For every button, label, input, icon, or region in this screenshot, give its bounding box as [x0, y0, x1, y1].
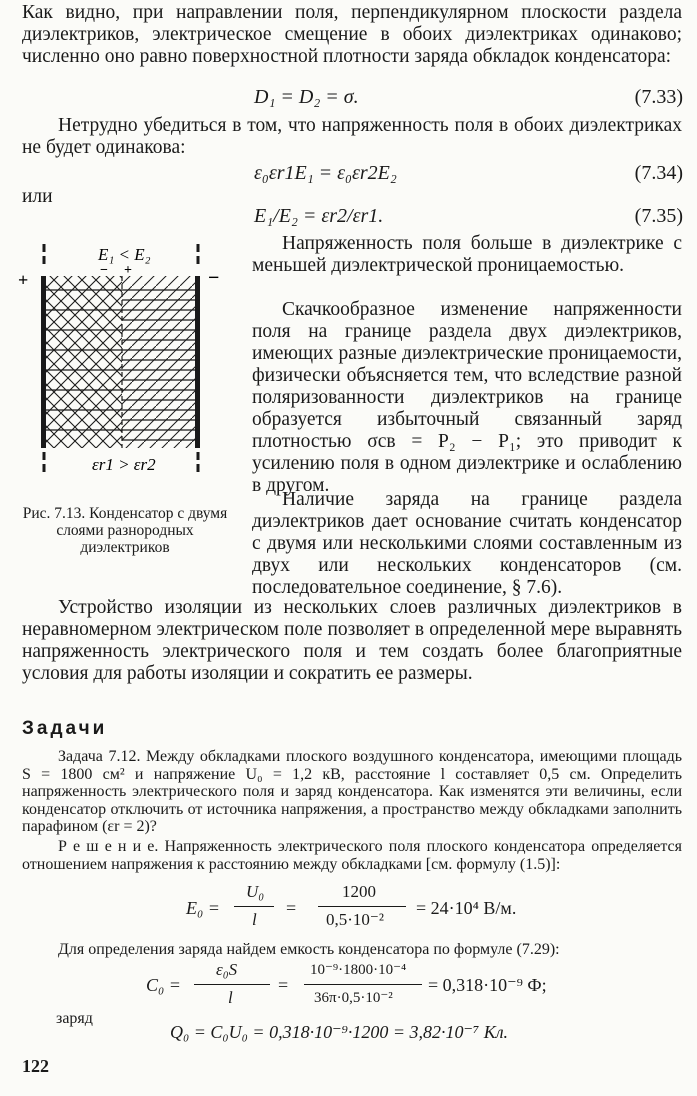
formula-e0-bar2 — [318, 906, 406, 907]
page-number: 122 — [22, 1056, 49, 1076]
equation-7-33: D₁ = D₂ = σ. — [254, 86, 359, 108]
capacitor-figure — [12, 238, 232, 483]
equation-number-7-34: (7.34) — [634, 162, 683, 184]
right-plate — [195, 244, 200, 474]
word-or: или — [22, 186, 53, 207]
formula-c0-den2: 36π·0,5·10⁻² — [314, 990, 393, 1006]
paragraph-field-stronger: Напряженность поля больше в диэлектрике с меньшей диэлектрической проницаемостью. — [252, 233, 682, 276]
formula-c0-den1: l — [228, 988, 233, 1007]
word-charge: заряд — [56, 1010, 93, 1027]
formula-e0-num1: U₀ — [246, 882, 265, 901]
paragraph-layers: Наличие заряда на границе раздела диэлектриков дает основание считать конденсатор с двумя или несколькими слоями составленным из двух или нескольких конденсаторов (см. последовательное соединение, § 7.6). — [252, 489, 682, 598]
charge-text: Для определения заряда найдем емкость конденсатора по формуле (7.29): — [58, 941, 560, 958]
formula-e0-result: = 24·10⁴ В/м. — [416, 898, 517, 918]
formula-c0-num1: ε₀S — [216, 960, 238, 979]
formula-c0-lhs: C₀ = — [146, 975, 181, 995]
formula-e0-lhs: E₀ = — [186, 898, 220, 918]
formula-e0-eq: = — [286, 898, 297, 918]
formula-e0-den2: 0,5·10⁻² — [326, 910, 384, 929]
left-plate — [41, 244, 46, 474]
intro-paragraph: Как видно, при направлении поля, перпендикулярном плоскости раздела диэлектриков, электрическое смещение в обоих диэлектриках одинаково; численно оно равно поверхностной плотности заряда обкладок конденсатора: — [22, 2, 682, 67]
formula-c0-bar1 — [194, 984, 270, 985]
heading-tasks: Задачи — [22, 718, 108, 739]
formula-c0-bar2 — [304, 984, 422, 985]
formula-c0-eq: = — [278, 975, 289, 995]
dielectric-layer-2 — [122, 276, 195, 448]
formula-c0-result: = 0,318·10⁻⁹ Ф; — [428, 975, 547, 995]
solution-text: Р е ш е н и е. Напряженность электрического поля плоского конденсатора определяется отношением напряжения к расстоянию между обкладками [см. формулу (1.5)]: — [22, 838, 682, 873]
paragraph-jump-change: Скачкообразное изменение напряженности поля на границе раздела двух диэлектриков, имеющих разные диэлектрические проницаемости, физически объясняется тем, что вследствие разной поляризованности диэлектриков на границе образуется избыточный связанный заряд плотностью σсв = P₂ − P₁; это приводит к усилению поля в одном диэлектрике и ослаблению в другом. — [252, 299, 682, 496]
figure-bottom-label: εr1 > εr2 — [92, 455, 156, 474]
equation-number-7-35: (7.35) — [634, 205, 683, 227]
paragraph-insulation: Устройство изоляции из нескольких слоев различных диэлектриков в неравномерном электрическом поле позволяет в определенной мере выравнять напряженность электрического поля и тем создать более благоприятные условия для работы изоляции и сократить ее размеры. — [22, 597, 682, 684]
formula-e0-num2: 1200 — [342, 882, 376, 901]
formula-c0-num2: 10⁻⁹·1800·10⁻⁴ — [310, 962, 407, 978]
minus-sign: − — [208, 267, 220, 289]
figure-label-minus-mark: − — [100, 263, 108, 278]
figure-caption: Рис. 7.13. Конденсатор с двумя слоями разнородных диэлектриков — [22, 504, 228, 556]
equation-7-35: E₁/E₂ = εr2/εr1. — [254, 205, 384, 227]
task-7-12: Задача 7.12. Между обкладками плоского воздушного конденсатора, имеющими площадь S = 1800 см² и напряжение U₀ = 1,2 кВ, расстояние l составляет 0,5 см. Определить напряженность электрического поля и заряд конденсатора. Как изменятся эти величины, если конденсатор отключить от источника напряжения, а пространство между обкладками заполнить парафином (εr = 2)? — [22, 748, 682, 835]
formula-e0-bar1 — [234, 906, 274, 907]
equation-7-34: ε₀εr1E₁ = ε₀εr2E₂ — [254, 162, 397, 184]
figure-top-label: E₁ < E₂ — [98, 245, 151, 264]
figure-label-plus-mark: + — [124, 263, 132, 278]
formula-q0: Q₀ = C₀U₀ = 0,318·10⁻⁹·1200 = 3,82·10⁻⁷ Кл. — [170, 1022, 509, 1042]
plus-sign: + — [18, 270, 29, 290]
paragraph-field-strength: Нетрудно убедиться в том, что напряженность поля в обоих диэлектриках не будет одинакова: — [22, 115, 682, 158]
formula-e0-den1: l — [252, 910, 257, 929]
equation-number-7-33: (7.33) — [634, 86, 683, 108]
dielectric-layer-1 — [46, 276, 122, 448]
